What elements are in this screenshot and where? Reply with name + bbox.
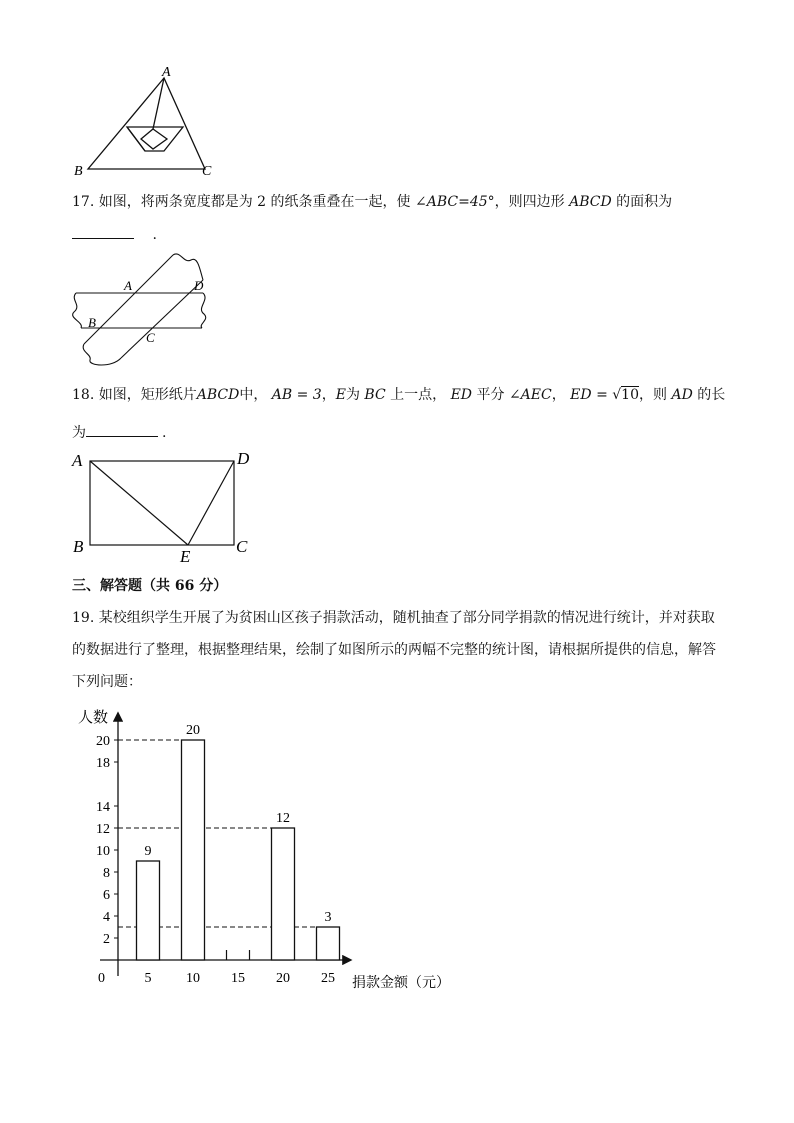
bar-value-label: 20 xyxy=(186,723,200,738)
inner-rhombus xyxy=(141,129,167,149)
label-e: E xyxy=(180,547,191,566)
rectangle-figure xyxy=(68,446,268,566)
q19-line3: 下列问题： xyxy=(72,674,142,690)
strips-figure xyxy=(68,250,218,370)
bar-10 xyxy=(182,740,205,960)
label-c: C xyxy=(236,537,248,556)
q17-answer-line: . xyxy=(72,224,157,245)
label-c: C xyxy=(146,330,155,345)
rect-abcd xyxy=(90,461,234,545)
answer-blank[interactable] xyxy=(86,422,158,437)
y-tick-label: 12 xyxy=(96,822,110,837)
segment-de xyxy=(188,461,234,545)
label-d: D xyxy=(194,278,204,293)
label-c: C xyxy=(202,164,212,179)
y-tick-label: 4 xyxy=(103,910,110,925)
y-tick-label: 6 xyxy=(103,888,110,903)
bar-25 xyxy=(317,927,340,960)
q17-text: 17. 如图，将两条宽度都是为 2 的纸条重叠在一起，使 ∠ABC=45°，则四边形 ABCD 的面积为 xyxy=(72,194,673,210)
q19-line1: 19. 某校组织学生开展了为贫困山区孩子捐款活动，随机抽查了部分同学捐款的情况进行统计，并对获取 xyxy=(72,610,715,626)
q18-number: 18. xyxy=(72,387,95,403)
label-a: A xyxy=(72,451,83,470)
x-axis-label: 捐款金额（元） xyxy=(352,976,450,991)
triangle-figure xyxy=(60,62,230,184)
y-tick-label: 18 xyxy=(96,756,110,771)
y-tick-label: 14 xyxy=(96,800,110,815)
sqrt-radicand: 10 xyxy=(621,387,639,403)
sqrt-sign: √ xyxy=(612,387,622,403)
bar-chart xyxy=(70,700,490,1000)
q17-number: 17. xyxy=(72,194,95,210)
x-tick-label: 15 xyxy=(231,971,245,986)
y-axis-label: 人数 xyxy=(78,710,109,726)
bar-5 xyxy=(137,861,160,960)
label-b: B xyxy=(88,315,96,330)
label-b: B xyxy=(73,537,84,556)
section-title: 三、解答题（共 66 分） xyxy=(72,578,228,594)
bar-value-label: 9 xyxy=(144,844,152,859)
answer-blank[interactable] xyxy=(72,224,134,239)
label-a: A xyxy=(162,65,171,80)
q19-number: 19. xyxy=(72,610,95,626)
y-tick-label: 8 xyxy=(103,866,110,881)
y-tick-label: 10 xyxy=(96,844,110,859)
q18-answer-line: 为 . xyxy=(72,422,166,443)
bar-20 xyxy=(272,828,295,960)
x-tick-label: 5 xyxy=(144,971,152,986)
x-tick-label: 20 xyxy=(276,971,290,986)
bar-value-label: 12 xyxy=(276,811,290,826)
label-b: B xyxy=(74,164,83,179)
label-d: D xyxy=(237,449,250,468)
bar-value-label: 3 xyxy=(324,910,332,925)
q18-text: 18. 如图，矩形纸片ABCD中， AB = 3，E为 BC 上一点， ED 平分 ∠AEC， ED = √10，则 AD 的长 xyxy=(72,387,726,403)
x-tick-label: 25 xyxy=(321,971,335,986)
segment-ae xyxy=(90,461,188,545)
y-tick-label: 20 xyxy=(96,734,110,749)
origin-label: 0 xyxy=(98,971,105,986)
outer-triangle xyxy=(88,78,205,169)
x-tick-label: 10 xyxy=(186,971,200,986)
q19-line2: 的数据进行了整理，根据整理结果，绘制了如图所示的两幅不完整的统计图，请根据所提供的信息，解答 xyxy=(72,642,716,658)
y-tick-label: 2 xyxy=(103,932,110,947)
label-a: A xyxy=(124,278,132,293)
